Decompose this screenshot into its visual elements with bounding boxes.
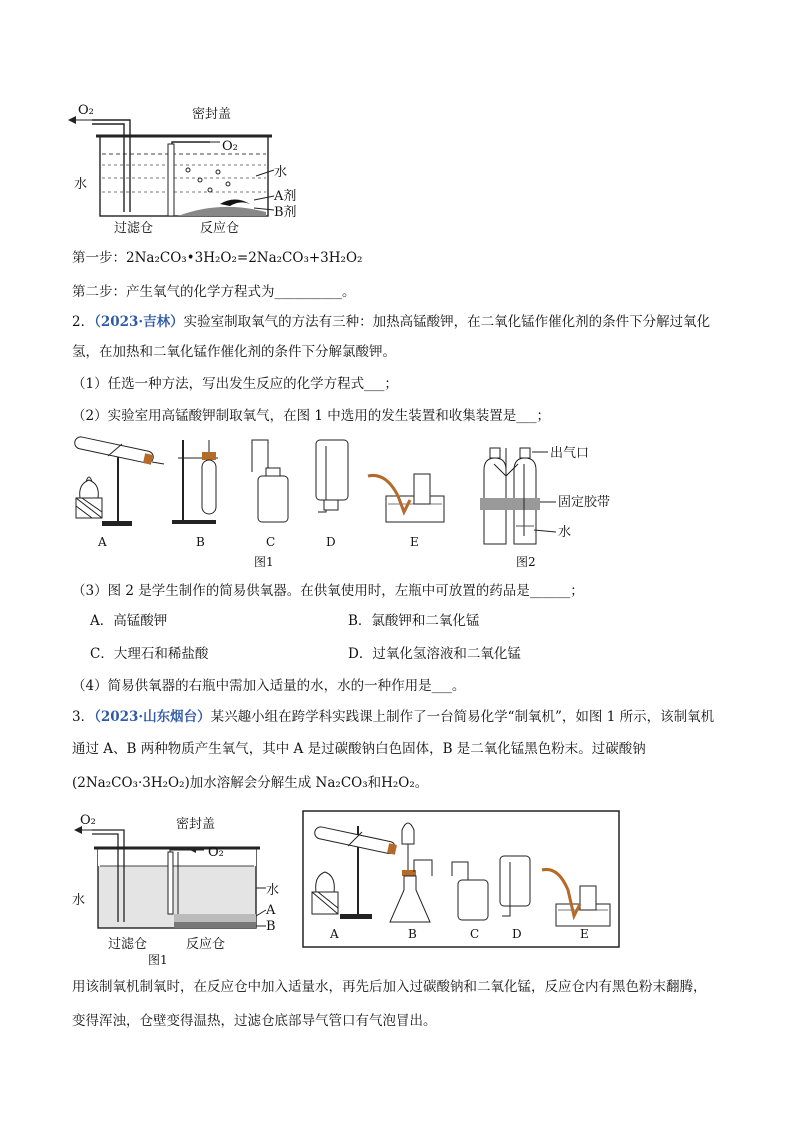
apparatus-c-label: C [266,535,276,549]
q3-stem-line2: 通过 A、B 两种物质产生氧气，其中 A 是过碳酸钠白色固体，B 是二氧化锰黑色粉末。过碳酸钠 [72,741,646,757]
q3-fig-water-right: 水 [266,883,280,898]
q3-fig-water-left: 水 [72,893,86,908]
oxygen-maker-figure-top [60,100,320,235]
apparatus-e [368,474,444,549]
q3-fig-label-a: A [266,903,276,918]
fig2-caption: 图2 [516,555,536,569]
q3-stem-line3: (2Na₂CO₃·3H₂O₂)加水溶解会分解生成 Na₂CO₃和H₂O₂。 [72,775,429,791]
q2-option-b: B．氯酸钾和二氧化锰 [348,613,480,629]
fig-top-water-left: 水 [74,177,88,192]
q3-app-label-d: D [512,927,522,941]
fig-top-agent-a: A剂 [274,189,297,204]
q2-source: （2023·吉林） [94,314,184,330]
fig2-band-label: 固定胶带 [558,495,611,510]
apparatus-b-label: B [196,535,205,549]
fig2-outlet-label: 出气口 [550,446,590,461]
fig-top-filter-bin: 过滤仓 [114,221,154,235]
q2-stem-text: 实验室制取氧气的方法有三种：加热高锰酸钾，在二氧化锰作催化剂的条件下分解过氧化 [183,314,711,330]
fig2-water-label: 水 [558,525,572,540]
q3-app-label-a: A [330,927,339,941]
q2-sub1: （1）任选一种方法，写出发生反应的化学方程式___； [72,376,398,392]
fig-top-o2-in: O₂ [222,139,238,154]
apparatus-c [252,440,288,549]
q3-stem-text: 某兴趣小组在跨学科实践课上制作了一台简易化学“制氧机”，如图 1 所示，该制氧机 [210,709,715,725]
q2-sub3: （3）图 2 是学生制作的简易供氧器。在供氧使用时，左瓶中可放置的药品是______； [72,583,584,599]
q2-figure-2-oxygen-supplier [476,440,636,570]
fig-top-water-right: 水 [274,165,288,180]
q3-app-label-b: B [408,927,417,941]
q2-option-c: C．大理石和稀盐酸 [90,646,209,662]
q3-number: 3． [72,709,95,725]
q3-fig-filter-bin: 过滤仓 [108,937,148,952]
fig-top-agent-b: B剂 [274,205,297,220]
apparatus-d [316,440,348,549]
q3-fig-caption: 图1 [148,953,168,966]
q3-apparatus-box [302,810,622,950]
q2-number: 2． [72,314,95,330]
apparatus-a-label: A [98,535,107,549]
q2-sub4: （4）简易供氧器的右瓶中需加入适量的水，水的一种作用是___。 [72,678,466,694]
q2-stem-line1 [72,313,710,331]
q2-stem-line2: 氢，在加热和二氧化锰作催化剂的条件下分解氯酸钾。 [72,344,396,360]
q2-sub2: （2）实验室用高锰酸钾制取氧气，在图 1 中选用的发生装置和收集装置是___； [72,408,551,424]
q3-body-line2: 变得浑浊，仓壁变得温热，过滤仓底部导气管口有气泡冒出。 [72,1013,437,1029]
apparatus-a [74,436,164,549]
q2-figure-1-apparatus [68,436,478,570]
fig1-caption: 图1 [254,555,274,569]
q3-body-line1: 用该制氧机制氧时，在反应仓中加入适量水，再先后加入过碳酸钠和二氧化锰，反应仓内有黑色粉末翻腾， [72,979,707,995]
q3-fig-o2-in: O₂ [208,845,224,860]
fig-top-reaction-bin: 反应仓 [200,221,240,235]
apparatus-d-label: D [326,535,336,549]
q3-fig-o2-out: O₂ [80,813,96,828]
q2-option-a: A．高锰酸钾 [90,613,168,629]
q3-fig-label-b: B [266,919,276,934]
q3-app-label-e: E [580,927,589,941]
q3-fig-lid: 密封盖 [176,817,216,832]
q3-source: （2023·山东烟台） [94,709,211,725]
q3-stem-line1 [72,708,714,726]
apparatus-e-label: E [410,535,419,549]
fig-top-lid: 密封盖 [192,107,232,122]
step-2-prompt: 第二步：产生氧气的化学方程式为__________。 [72,284,356,300]
fig-top-o2-out: O₂ [78,103,94,118]
q3-app-label-c: C [470,927,480,941]
step-1-equation: 第一步：2Na₂CO₃•3H₂O₂=2Na₂CO₃+3H₂O₂ [72,250,363,266]
apparatus-b [172,440,218,549]
q3-oxygen-maker-figure [70,812,290,966]
q2-option-d: D．过氧化氢溶液和二氧化锰 [348,646,521,662]
q3-fig-reaction-bin: 反应仓 [186,937,226,952]
